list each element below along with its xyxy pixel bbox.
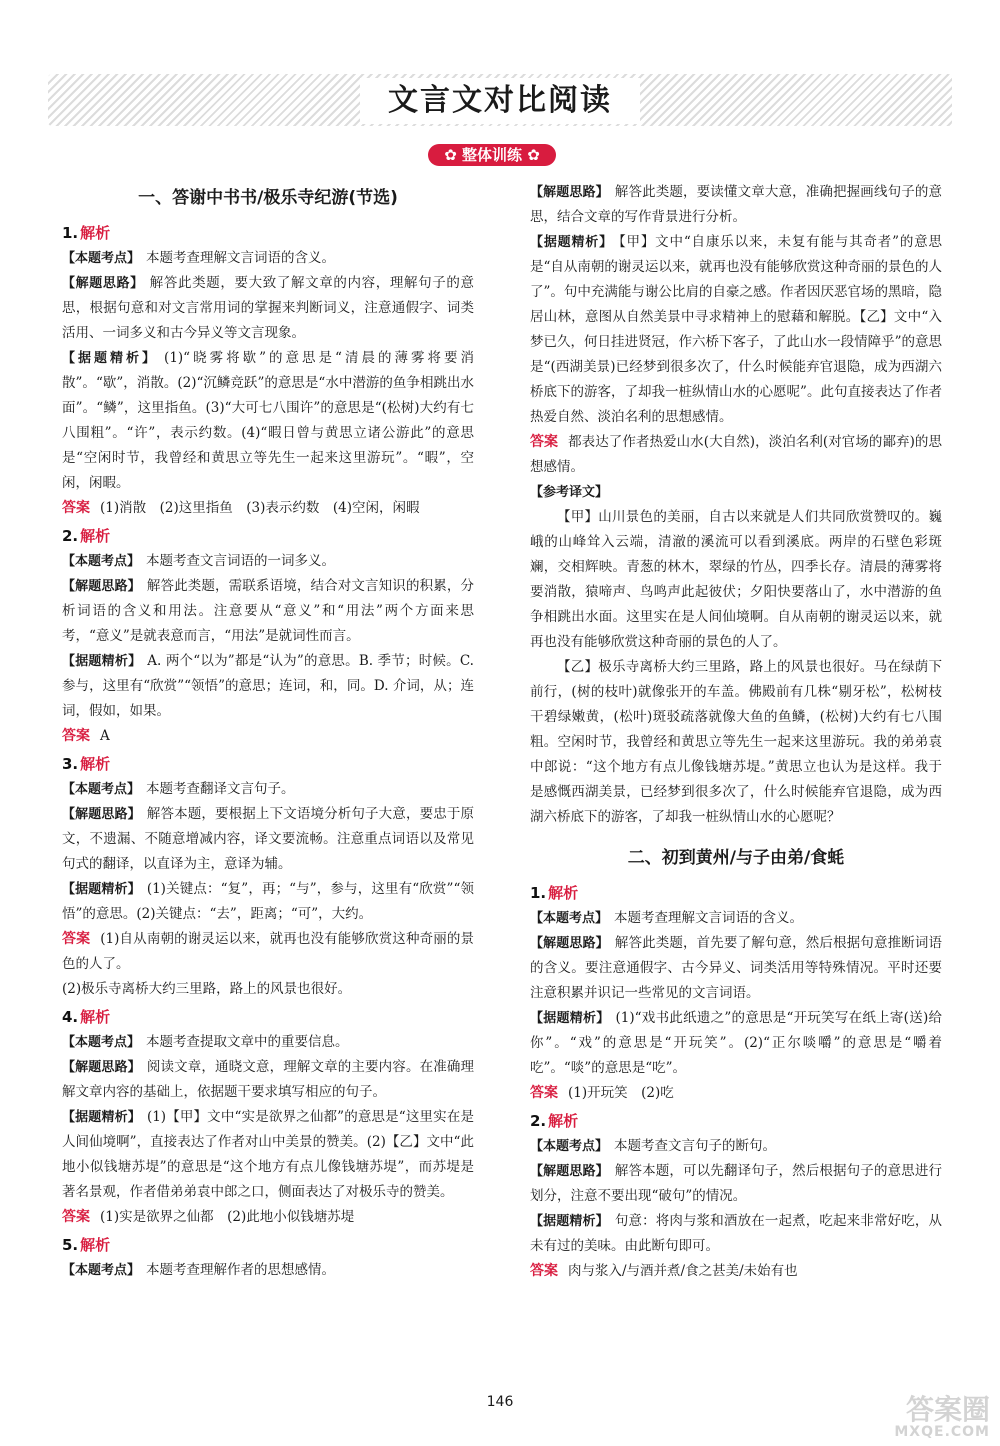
silu-line [62,802,474,877]
jingxi-line [530,1209,942,1259]
question-header [530,882,942,904]
question-header [62,222,474,244]
kaodian-line [530,906,942,931]
silu-line [62,1055,474,1105]
question-number: 1. [530,884,547,902]
answer-line [530,430,942,480]
answer-text: (1)自从南朝的谢灵运以来，就再也没有能够欣赏这种奇丽的景色的人了。 [62,931,475,972]
translation-yi: 【乙】极乐寺离桥大约三里路，路上的风景也很好。马在绿荫下前行，(树的枝叶)就像张开的车盖。佛殿前有几株“剔牙松”，松树枝干碧绿嫩黄，(松叶)斑驳疏落就像大鱼的鱼鳞，(松树)大约有七八围粗。空闲时节，我曾经和黄思立等先生一起来这里游玩。我的弟弟袁中郎说：“这个地方有点儿像钱塘苏堤。”黄思立也认为是这样。我于是感慨西湖美景，已经梦到很多次了，什么时候能弃官退隐，成为西湖六桥底下的游客，了却我一桩纵情山水的心愿呢？ [530,659,942,825]
question-2-2 [530,1110,942,1284]
question-header [62,753,474,775]
silu-text: 阅读文章，通晓文意，理解文章的主要内容。在准确理解文章内容的基础上，依据题干要求填写相应的句子。 [62,1059,474,1100]
kaodian-text: 本题考查翻译文言句子。 [146,781,295,797]
jingxi-text: (1)“戏书此纸遗之”的意思是“开玩笑写在纸上寄(送)给你”。“戏”的意思是“开玩笑”。(2)“正尔啖嚼”的意思是“嚼着吃”。“啖”的意思是“吃”。 [530,1010,942,1076]
silu-text: 解答此类题，首先要了解句意，然后根据句意推断词语的含义。要注意通假字、古今异义、词类活用等特殊情况。平时还要注意积累并识记一些常见的文言词语。 [530,935,942,1001]
analysis-label: 解析 [80,224,111,242]
jingxi-text: A. 两个“以为”都是“认为”的意思。B. 季节；时候。C. 参与，这里有“欣赏”“领悟”的意思；连词，和，同。D. 介词，从；连词，假如，如果。 [62,653,474,719]
kaodian-tag: 【本题考点】 [62,554,141,569]
answer-tag: 答案 [530,1263,558,1279]
kaodian-tag: 【本题考点】 [530,1139,609,1154]
jingxi-tag: 【据题精析】 [530,1214,609,1229]
silu-tag: 【解题思路】 [62,807,141,822]
answer-text: (1)消散 (2)这里指鱼 (3)表示约数 (4)空闲，闲暇 [100,500,420,516]
kaodian-line [62,1030,474,1055]
question-header [62,1006,474,1028]
jingxi-line [62,346,474,496]
jingxi-tag: 【据题精析】 [62,654,142,669]
kaodian-tag: 【本题考点】 [62,1035,141,1050]
answer-text: A [100,728,110,744]
jingxi-line [530,1006,942,1081]
silu-tag: 【解题思路】 [62,579,141,594]
answer-text: 肉与浆入/与酒并煮/食之甚美/未始有也 [568,1263,798,1279]
jingxi-line [62,649,474,724]
jingxi-line [530,230,942,430]
reference-translation-label: 【参考译文】 [530,485,609,500]
kaodian-tag: 【本题考点】 [62,1263,141,1278]
watermark-url: MXQE.COM [894,1424,990,1440]
answer-text: (1)实是欲界之仙都 (2)此地小似钱塘苏堤 [100,1209,355,1225]
kaodian-tag: 【本题考点】 [530,911,609,926]
jingxi-text: 句意：将肉与浆和酒放在一起煮，吃起来非常好吃，从未有过的美味。由此断句即可。 [530,1213,942,1254]
analysis-label: 解析 [80,1236,111,1254]
jingxi-text: 【甲】文中“自康乐以来，未复有能与其奇者”的意思是“自从南朝的谢灵运以来，就再也没有能够欣赏这种奇丽的景色的人了”。句中充满能与谢公比肩的自豪之感。作者因厌恶官场的黑暗，隐居山林，意图从自然美景中寻求精神上的慰藉和解脱。【乙】文中“入梦已久，何日挂进贤冠，作六桥下客子，了此山水一段情障乎”的意思是“(西湖美景)已经梦到很多次了，什么时候能弃官退隐，成为西湖六桥底下的游客，了却我一桩纵情山水的心愿呢”。此句直接表达了作者热爱自然、淡泊名利的思想感情。 [530,234,942,425]
silu-line [530,1159,942,1209]
question-number: 1. [62,224,79,242]
jingxi-tag: 【据题精析】 [62,1110,141,1125]
silu-tag: 【解题思路】 [530,936,609,951]
jingxi-text: (1)关键点：“复”，再；“与”，参与，这里有“欣赏”“领悟”的意思。(2)关键点：“去”，距离；“可”，大约。 [62,881,474,922]
question-number: 2. [62,527,79,545]
silu-tag: 【解题思路】 [530,1164,609,1179]
jingxi-text: (1)“晓雾将歇”的意思是“清晨的薄雾将要消散”。“歇”，消散。(2)“沉鳞竞跃”的意思是“水中潜游的鱼争相跳出水面”。“鳞”，这里指鱼。(3)“大可七八围许”的意思是“(松树)大约有七八围粗”。“许”，表示约数。(4)“暇日曾与黄思立诸公游此”的意思是“空闲时节，我曾经和黄思立等先生一起来这里游玩”。“暇”，空闲，闲暇。 [62,350,474,491]
analysis-label: 解析 [548,1112,579,1130]
answer-line [62,724,474,749]
jingxi-tag: 【据题精析】 [530,1011,610,1026]
kaodian-line [62,777,474,802]
question-3 [62,753,474,1002]
answer-line [530,1259,942,1284]
section-badge: ✿ 整体训练 ✿ [428,144,556,166]
answer-tag: 答案 [62,728,90,744]
page-number: 146 [486,1394,514,1410]
question-5 [62,1234,474,1283]
answer-line [62,496,474,521]
kaodian-text: 本题考查理解作者的思想感情。 [146,1262,336,1278]
silu-text: 解答此类题，需联系语境，结合对文言知识的积累，分析词语的含义和用法。注意要从“意义”和“用法”两个方面来思考，“意义”是就表意而言，“用法”是就词性而言。 [62,578,474,644]
silu-text: 解答本题，要根据上下文语境分析句子大意，要忠于原文，不遗漏、不随意增减内容，译文要流畅。注意重点词语以及常见句式的翻译，以直译为主，意译为辅。 [62,806,474,872]
answer-line [62,1205,474,1230]
silu-tag: 【解题思路】 [530,185,609,200]
left-column [62,180,474,1283]
section-title-1: 一、答谢中书书/极乐寺纪游(节选) [138,188,398,208]
analysis-label: 解析 [80,755,111,773]
question-2 [62,525,474,749]
kaodian-text: 本题考查理解文言词语的含义。 [146,250,336,266]
silu-line [62,574,474,649]
kaodian-tag: 【本题考点】 [62,782,141,797]
question-number: 2. [530,1112,547,1130]
silu-tag: 【解题思路】 [62,1060,141,1075]
silu-line [530,931,942,1006]
answer-text: 都表达了作者热爱山水(大自然)，淡泊名利(对官场的鄙弃)的思想感情。 [530,434,942,475]
question-number: 3. [62,755,79,773]
question-header [62,525,474,547]
answer-line [530,1081,942,1106]
kaodian-line [530,1134,942,1159]
question-4 [62,1006,474,1230]
jingxi-tag: 【据题精析】 [62,351,159,366]
silu-tag: 【解题思路】 [62,276,144,291]
question-number: 4. [62,1008,79,1026]
analysis-label: 解析 [80,1008,111,1026]
kaodian-line [62,1258,474,1283]
answer-text: (1)开玩笑 (2)吃 [568,1085,674,1101]
jingxi-tag: 【据题精析】 [62,882,141,897]
watermark-text: 答案圈 [905,1393,990,1426]
silu-text: 解答此类题，要读懂文章大意，准确把握画线句子的意思，结合文章的写作背景进行分析。 [530,184,942,225]
jingxi-line [62,877,474,927]
silu-text: 解答此类题，要大致了解文章的内容，理解句子的意思，根据句意和对文言常用词的掌握来判断词义，注意通假字、词类活用、一词多义和古今异义等文言现象。 [62,275,474,341]
jingxi-tag: 【据题精析】 [530,235,613,250]
kaodian-text: 本题考查理解文言词语的含义。 [614,910,804,926]
answer-tag: 答案 [530,434,559,450]
translation-jia: 【甲】山川景色的美丽，自古以来就是人们共同欣赏赞叹的。巍峨的山峰耸入云端，清澈的溪流可以看到溪底。两岸的石壁色彩斑斓，交相辉映。青葱的林木，翠绿的竹丛，四季长存。清晨的薄雾将要消散，猿啼声、鸟鸣声此起彼伏；夕阳快要落山了，水中潜游的鱼争相跳出水面。这里实在是人间仙境啊。自从南朝的谢灵运以来，就再也没有能够欣赏这种奇丽的景色的人了。 [530,509,942,650]
answer-line [62,927,474,977]
answer-tag: 答案 [62,1209,90,1225]
jingxi-text: (1)【甲】文中“实是欲界之仙都”的意思是“这里实在是人间仙境啊”，直接表达了作者对山中美景的赞美。(2)【乙】文中“此地小似钱塘苏堤”的意思是“这个地方有点儿像钱塘苏堤”，而苏堤是著名景观，作者借弟弟袁中郎之口，侧面表达了对极乐寺的赞美。 [62,1109,474,1200]
answer-line-2: (2)极乐寺离桥大约三里路，路上的风景也很好。 [62,981,352,997]
analysis-label: 解析 [548,884,579,902]
kaodian-text: 本题考查提取文章中的重要信息。 [146,1034,349,1050]
kaodian-line [62,246,474,271]
silu-line [530,180,942,230]
silu-text: 解答本题，可以先翻译句子，然后根据句子的意思进行划分，注意不要出现“破句”的情况。 [530,1163,942,1204]
page-title: 文言文对比阅读 [360,78,640,124]
answer-tag: 答案 [530,1085,558,1101]
answer-tag: 答案 [62,931,91,947]
kaodian-text: 本题考查文言句子的断句。 [614,1138,777,1154]
right-column [530,180,942,1284]
watermark-logo [850,1393,990,1440]
silu-line [62,271,474,346]
jingxi-line [62,1105,474,1205]
section-title-2: 二、初到黄州/与子由弟/食蚝 [627,848,845,868]
question-header [62,1234,474,1256]
analysis-label: 解析 [80,527,111,545]
kaodian-tag: 【本题考点】 [62,251,141,266]
question-header [530,1110,942,1132]
question-2-1 [530,882,942,1106]
answer-tag: 答案 [62,500,90,516]
question-number: 5. [62,1236,79,1254]
kaodian-text: 本题考查文言词语的一词多义。 [146,553,336,569]
question-1 [62,222,474,521]
kaodian-line [62,549,474,574]
